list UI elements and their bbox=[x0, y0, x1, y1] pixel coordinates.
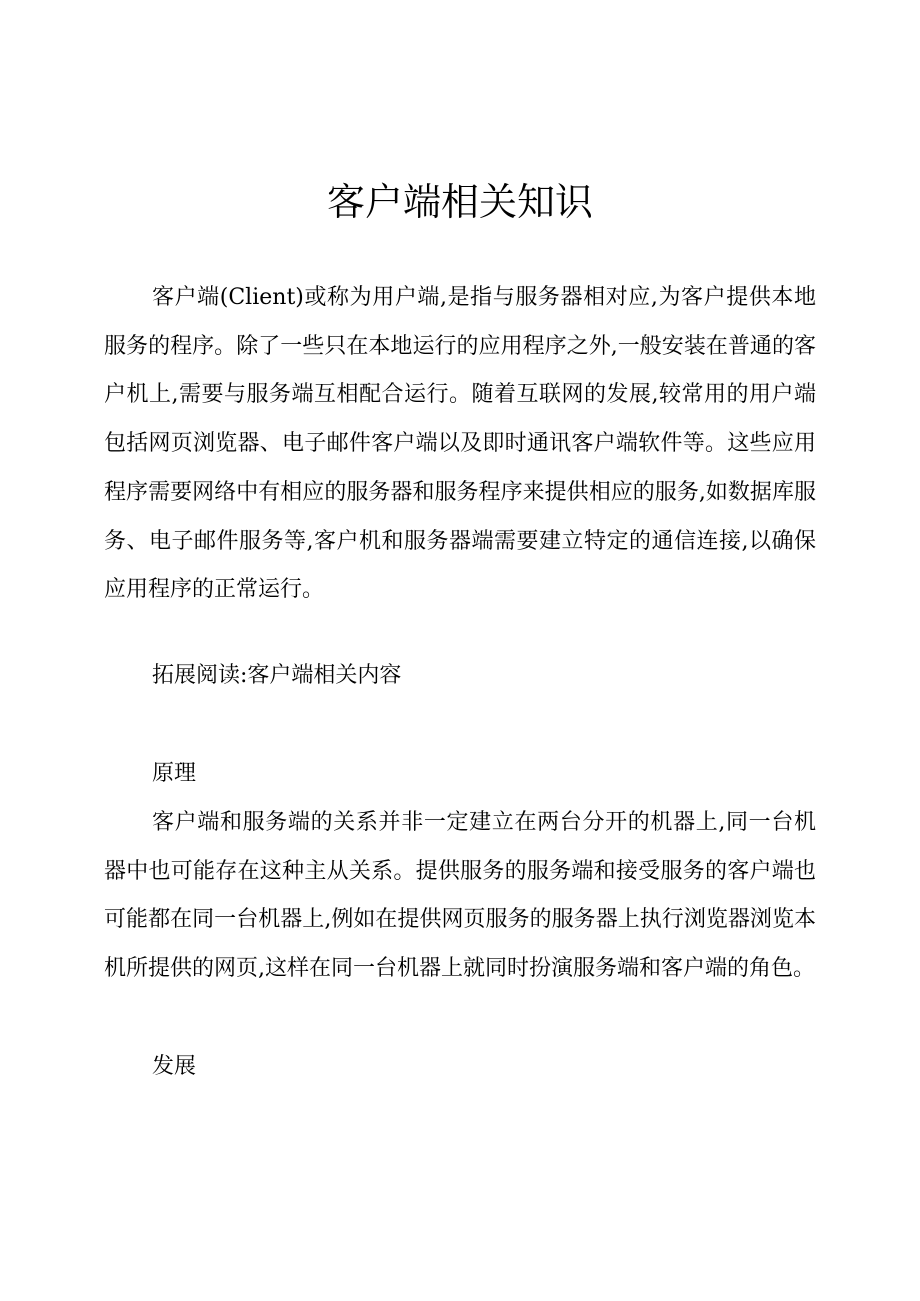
extended-reading-line: 拓展阅读:客户端相关内容 bbox=[152, 663, 402, 688]
document-title: 客户端相关知识 bbox=[326, 180, 593, 224]
section-heading-development: 发展 bbox=[152, 1054, 197, 1079]
section-heading-principle: 原理 bbox=[152, 761, 197, 786]
intro-paragraph: 客户端(Client)或称为用户端,是指与服务器相对应,为客户提供本地服务的程序。除了一些只在本地运行的应用程序之外,一般安装在普通的客户机上,需要与服务端互相配合运行。随着互联网的发展,较常用的用户端包括网页浏览器、电子邮件客户端以及即时通讯客户端软件等。这些应用程序需要网络中有相应的服务器和服务程序来提供相应的服务,如数据库服务、电子邮件服务等,客户机和服务器端需要建立特定的通信连接,以确保应用程序的正常运行。 bbox=[104, 285, 816, 603]
principle-paragraph: 客户端和服务端的关系并非一定建立在两台分开的机器上,同一台机器中也可能存在这种主从关系。提供服务的服务端和接受服务的客户端也可能都在同一台机器上,例如在提供网页服务的服务器上执行浏览器浏览本机所提供的网页,这样在同一台机器上就同时扮演服务端和客户端的角色。 bbox=[104, 810, 816, 982]
